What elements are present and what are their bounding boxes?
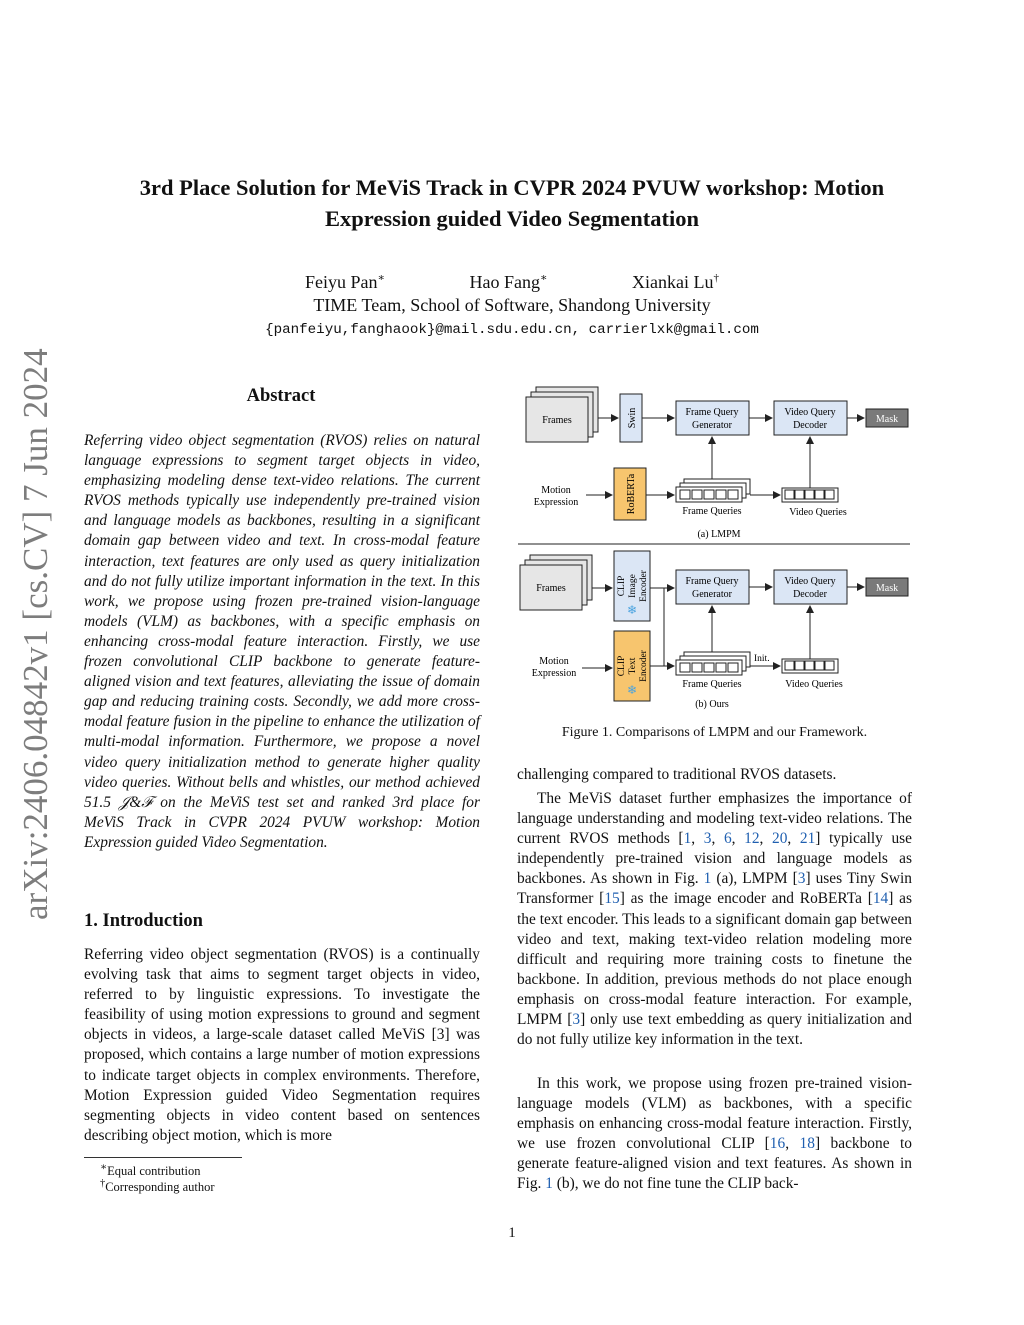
- motion-b-line2: Expression: [531, 668, 577, 679]
- figure-1-diagram: [514, 382, 914, 712]
- clip-text-l2: Text: [628, 657, 638, 675]
- motion-a-line2: Expression: [533, 497, 579, 508]
- mask-label-b: Mask: [875, 583, 899, 594]
- frame-queries-label-b: Frame Queries: [682, 679, 742, 690]
- title-line-2: Expression guided Video Segmentation: [324, 206, 700, 231]
- clip-text-l3: Encoder: [639, 650, 649, 682]
- fqg-a-line2: Generator: [692, 420, 732, 431]
- swin-label: Swin: [627, 407, 638, 429]
- right-paragraph-1: challenging compared to traditional RVOS datasets.: [517, 766, 837, 783]
- snowflake-icon: ❄: [626, 603, 638, 617]
- figure-caption: Figure 1. Comparisons of LMPM and our Framework.: [561, 725, 868, 740]
- panel-a-label: (a) LMPM: [697, 529, 741, 540]
- fqg-b-line2: Generator: [692, 589, 732, 600]
- panel-b-label: (b) Ours: [695, 699, 729, 710]
- fqg-a-line1: Frame Query: [685, 407, 739, 418]
- vqd-a-line2: Decoder: [793, 420, 827, 431]
- panel-a: [526, 387, 908, 540]
- author-2: Hao Fang∗: [469, 272, 548, 292]
- video-queries-label-a: Video Queries: [789, 507, 847, 518]
- fqg-b-line1: Frame Query: [685, 576, 739, 587]
- init-label: Init.: [754, 654, 770, 664]
- introduction-text: Referring video object segmentation (RVOS) is a continually evolving task that aims to segment target objects in video, referred to by linguistic expressions. To investigate the feasibility of using motion expressions to ground and segment objects in videos, a large-scale dataset called MeViS [3] was proposed, which contains a large number of motion expressions to indicate target objects in complex environments. Therefore, Motion Expression guided Video Segmentation requires segmenting objects in video content based on sentences describing object motion, which is more: [84, 946, 480, 1144]
- author-3: Xiankai Lu†: [632, 272, 719, 292]
- frame-queries-label-a: Frame Queries: [682, 506, 742, 517]
- arxiv-stamp: arXiv:2406.04842v1 [cs.CV] 7 Jun 2024: [16, 348, 55, 920]
- vqd-b-line2: Decoder: [793, 589, 827, 600]
- clip-image-l1: CLIP: [617, 575, 627, 597]
- email: {panfeiyu,fanghaook}@mail.sdu.edu.cn, carrierlxk@gmail.com: [265, 322, 759, 338]
- abstract-heading: Abstract: [246, 386, 316, 406]
- snowflake-icon: ❄: [626, 683, 638, 697]
- video-queries-b: [782, 659, 838, 673]
- frame-queries-stack-a: [676, 479, 750, 502]
- frames-stack-b: [520, 555, 592, 610]
- vqd-b-line1: Video Query: [784, 576, 836, 587]
- frames-stack-a: [526, 387, 598, 442]
- footnote-1: ∗Equal contribution: [100, 1162, 201, 1179]
- roberta-label: RoBERTa: [626, 473, 637, 515]
- motion-b-line1: Motion: [539, 656, 569, 667]
- video-queries-a: [782, 488, 838, 502]
- author-1: Feiyu Pan∗: [305, 272, 386, 292]
- abstract-text: Referring video object segmentation (RVOS) relies on natural language expressions to segment target objects in video, emphasizing modeling dense text-video relations. The current RVOS methods typically use independently pre-trained vision and language models as backbones, resulting in a significant domain gap between video and text. In cross-modal feature interaction, text features are only used as query initialization and do not fully utilize important information in the text. In this work, we propose using frozen pre-trained vision-language models (VLM) as backbones, with a specific emphasis on enhancing cross-modal feature interaction. Firstly, we use frozen convolutional CLIP backbone to generate feature-aligned vision and text features, alleviating the issue of domain gap and reducing training costs. Secondly, we add more cross-modal feature fusion in the pipeline to enhance the utilization of multi-modal information. Furthermore, we propose a novel video query initialization method to generate higher quality video queries. Without bells and whistles, our method achieved 51.5 𝒥&ℱ on the MeViS test set and ranked 3rd place for MeViS Track in CVPR 2024 PVUW workshop: Motion Expression guided Video Segmentation.: [84, 432, 480, 851]
- paper-title: [60, 172, 964, 234]
- introduction-heading: 1. Introduction: [84, 911, 203, 931]
- frame-queries-stack-b: [676, 652, 750, 675]
- vqd-a-line1: Video Query: [784, 407, 836, 418]
- authors: [200, 271, 824, 293]
- title-line-1: 3rd Place Solution for MeViS Track in CVPR 2024 PVUW workshop: Motion: [139, 175, 885, 200]
- frames-label-b: Frames: [536, 583, 566, 594]
- frames-label-a: Frames: [542, 415, 572, 426]
- right-paragraph-3: In this work, we propose using frozen pre-trained vision-language models (VLM) as backbones, with a specific emphasis on enhancing cross-modal feature interaction. Firstly, we use frozen convolutional CLIP [16, 18] backbone to generate feature-aligned vision and text features. As shown in Fig. 1 (b), we do not fine tune the CLIP back-: [517, 1075, 912, 1193]
- page-number: 1: [508, 1225, 516, 1241]
- video-queries-label-b: Video Queries: [785, 679, 843, 690]
- right-paragraph-2: The MeViS dataset further emphasizes the importance of language understanding and modeling text-video relations. The current RVOS methods [1, 3, 6, 12, 20, 21] typically use independently pre-trained vision and language models as backbones. As shown in Fig. 1 (a), LMPM [3] uses Tiny Swin Transformer [15] as the image encoder and RoBERTa [14] as the text encoder. This leads to a significant domain gap between video and text, making text-video relation modeling more difficult and requiring more training costs to finetune the backbone. In addition, previous methods do not place enough emphasis on cross-modal feature interaction. For example, LMPM [3] only use text embedding as query initialization and do not fully utilize key information in the text.: [517, 790, 913, 1049]
- panel-b: [520, 551, 908, 710]
- mask-label-a: Mask: [875, 414, 899, 425]
- footnote-2: †Corresponding author: [100, 1178, 215, 1195]
- affiliation: TIME Team, School of Software, Shandong University: [313, 295, 711, 315]
- clip-image-l2: Image: [628, 574, 638, 598]
- clip-text-l1: CLIP: [617, 655, 627, 677]
- motion-a-line1: Motion: [541, 485, 571, 496]
- footnote-rule: [84, 1157, 242, 1158]
- clip-image-l3: Encoder: [639, 570, 649, 602]
